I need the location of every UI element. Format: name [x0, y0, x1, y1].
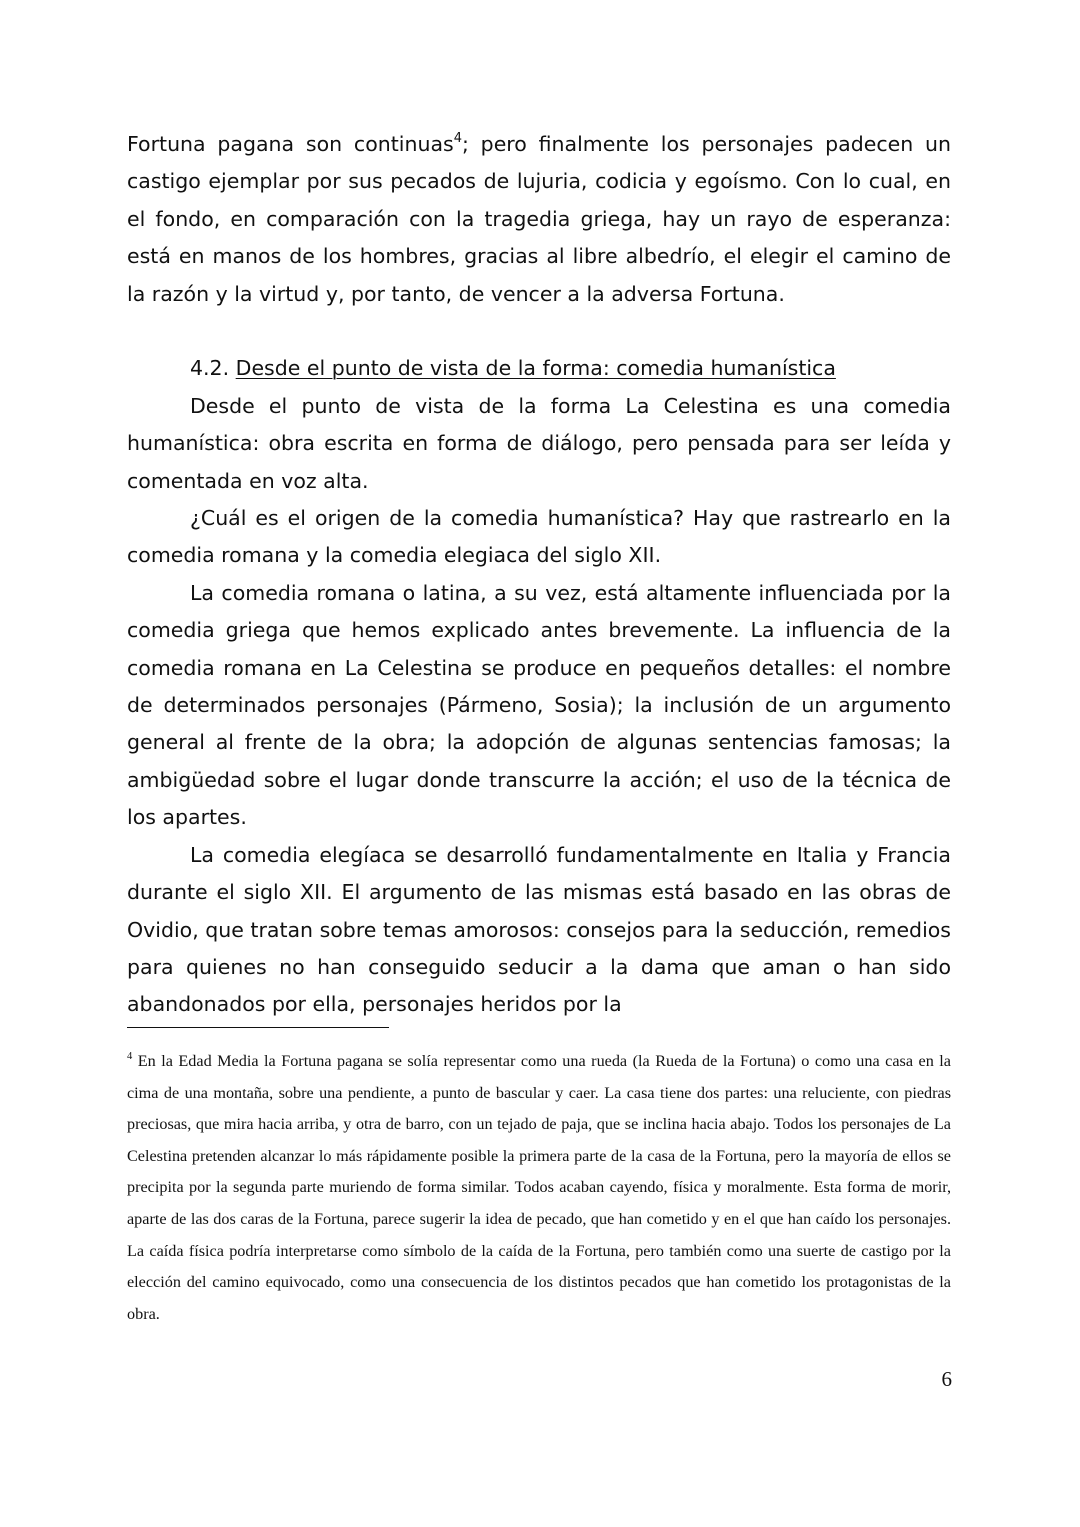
footnote-text: En la Edad Media la Fortuna pagana se solía representar como una rueda (la Rueda de la Fortuna) o como una casa en la cima de una montaña, sobre una pendiente, a punto de bascular y caer. La casa tiene dos partes: una reluciente, con piedras preciosas, que mira hacia arriba, y otra de barro, con un tejado de paja, que se inclina hacia abajo. Todos los personajes de La Celestina pretenden alcanzar lo más rápidamente posible la primera parte de la casa de la Fortuna, pero la mayoría de ellos se precipita por la segunda parte muriendo de forma similar. Todos acaban cayendo, física y moralmente. Esta forma de morir, aparte de las dos caras de la Fortuna, parece sugerir la idea de pecado, que han cometido y en el que han caído los personajes. La caída física podría interpretarse como símbolo de la caída de la Fortuna, pero también como una suerte de castigo por la elección del camino equivocado, como una consecuencia de los distintos pecados que han cometido los protagonistas de la obra. — [127, 1052, 951, 1323]
footnote — [127, 1046, 951, 1330]
paragraph-continuation — [127, 126, 951, 313]
paragraph: La comedia romana o latina, a su vez, está altamente influenciada por la comedia griega que hemos explicado antes brevemente. La influencia de la comedia romana en La Celestina se produce en pequeños detalles: el nombre de determinados personajes (Pármeno, Sosia); la inclusión de un argumento general al frente de la obra; la adopción de algunas sentencias famosas; la ambigüedad sobre el lugar donde transcurre la acción; el uso de la técnica de los apartes. — [127, 580, 951, 830]
footnote-marker: 4 — [127, 1051, 133, 1062]
paragraph-text: Fortuna pagana son continuas — [127, 132, 454, 156]
page-number: 6 — [941, 1367, 952, 1391]
paragraph-text: ; pero finalmente los personajes padecen un castigo ejemplar por sus pecados de lujuria, codicia y egoísmo. Con lo cual, en el fondo, en comparación con la tragedia griega, hay un rayo de esperanza: está en manos de los hombres, gracias al libre albedrío, el elegir el camino de la razón y la virtud y, por tanto, de vencer a la adversa Fortuna. — [127, 132, 951, 306]
section-heading — [127, 350, 951, 387]
footnote-reference: 4 — [453, 131, 462, 146]
paragraph: ¿Cuál es el origen de la comedia humanística? Hay que rastrearlo en la comedia romana y la comedia elegiaca del siglo XII. — [127, 506, 951, 568]
section-title: Desde el punto de vista de la forma: comedia humanística — [235, 356, 836, 381]
paragraph: La comedia elegíaca se desarrolló fundamentalmente en Italia y Francia durante el siglo XII. El argumento de las mismas está basado en las obras de Ovidio, que tratan sobre temas amorosos: consejos para la seducción, remedios para quienes no han conseguido seducir a la dama que aman o han sido abandonados por ella, personajes heridos por la — [127, 842, 951, 1017]
body-text — [127, 126, 951, 1024]
paragraph: Desde el punto de vista de la forma La Celestina es una comedia humanística: obra escrita en forma de diálogo, pero pensada para ser leída y comentada en voz alta. — [127, 393, 951, 493]
section-number: 4.2. — [190, 356, 230, 381]
footnote-separator — [127, 1027, 389, 1028]
